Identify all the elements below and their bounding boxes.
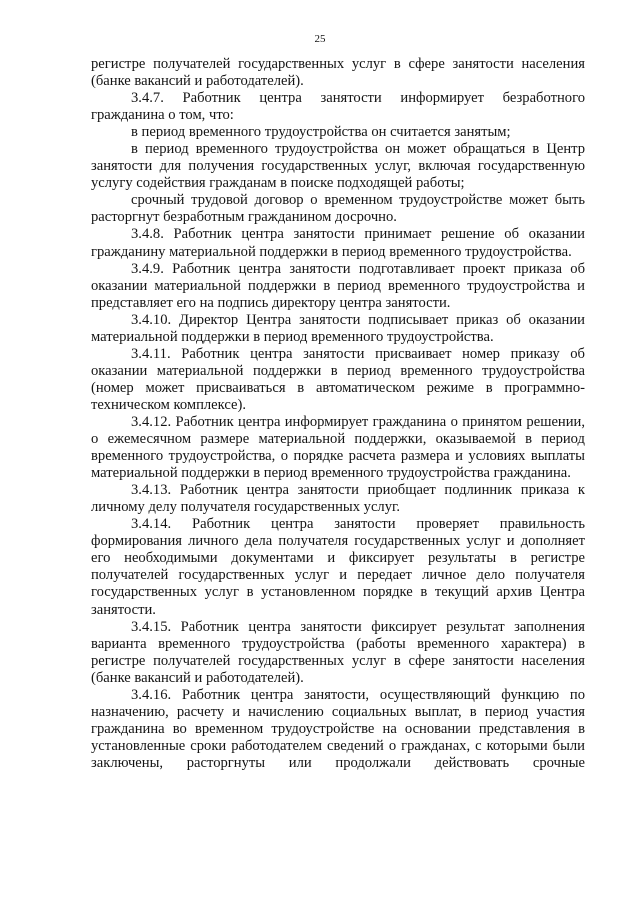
paragraph-list-item: в период временного трудоустройства он считается занятым; bbox=[131, 124, 511, 141]
paragraph-3-4-12: 3.4.12. Работник центра информирует гражданина о принятом решении, о ежемесячном размере материальной поддержки, оказываемой в период временного трудоустройства, о порядке расчета размера и условиях выплаты материальной поддержки в период временного трудоустройства гражданина. bbox=[91, 413, 585, 482]
document-body bbox=[91, 56, 585, 772]
paragraph-3-4-15: 3.4.15. Работник центра занятости фиксирует результат заполнения варианта временного трудоустройства (работы временного характера) в регистре получателей государственных услуг в сфере занятости населения (банке вакансий и работодателей). bbox=[91, 618, 585, 686]
page-number: 25 bbox=[314, 33, 326, 45]
paragraph-3-4-14: 3.4.14. Работник центра занятости проверяет правильность формирования личного дела получателя государственных услуг и дополняет его необходимыми документами и фиксирует результаты в регистре получателей государственных услуг и передает личное дело получателя государственных услуг в установленном порядке в текущий архив Центра занятости. bbox=[91, 516, 585, 618]
paragraph-3-4-7: 3.4.7. Работник центра занятости информирует безработного гражданина о том, что: bbox=[91, 90, 585, 124]
paragraph-3-4-10: 3.4.10. Директор Центра занятости подписывает приказ об оказании материальной поддержки в период временного трудоустройства. bbox=[91, 311, 585, 345]
paragraph-list-item: срочный трудовой договор о временном трудоустройстве может быть расторгнут безработным гражданином досрочно. bbox=[91, 192, 585, 226]
paragraph-3-4-11: 3.4.11. Работник центра занятости присваивает номер приказу об оказании материальной поддержки в период временного трудоустройства (номер может присваиваться в автоматическом режиме в программно-техническом комплексе). bbox=[91, 345, 585, 413]
paragraph-continuation: регистре получателей государственных услуг в сфере занятости населения (банке вакансий и работодателей). bbox=[91, 56, 585, 90]
paragraph-3-4-13: 3.4.13. Работник центра занятости приобщает подлинник приказа к личному делу получателя государственных услуг. bbox=[91, 482, 585, 516]
paragraph-3-4-16: 3.4.16. Работник центра занятости, осуществляющий функцию по назначению, расчету и начислению социальных выплат, в период участия гражданина во временном трудоустройстве на основании представления в установленные сроки работодателем сведений о гражданах, с которыми были заключены, расторгнуты или продолжали действовать срочные bbox=[91, 686, 585, 771]
paragraph-3-4-9: 3.4.9. Работник центра занятости подготавливает проект приказа об оказании материальной поддержки в период временного трудоустройства и представляет его на подпись директору центра занятости. bbox=[91, 260, 585, 311]
paragraph-list-item: в период временного трудоустройства он может обращаться в Центр занятости для получения государственных услуг, включая государственную услугу содействия гражданам в поиске подходящей работы; bbox=[91, 141, 585, 192]
paragraph-3-4-8: 3.4.8. Работник центра занятости принимает решение об оказании гражданину материальной поддержки в период временного трудоустройства. bbox=[91, 226, 585, 260]
